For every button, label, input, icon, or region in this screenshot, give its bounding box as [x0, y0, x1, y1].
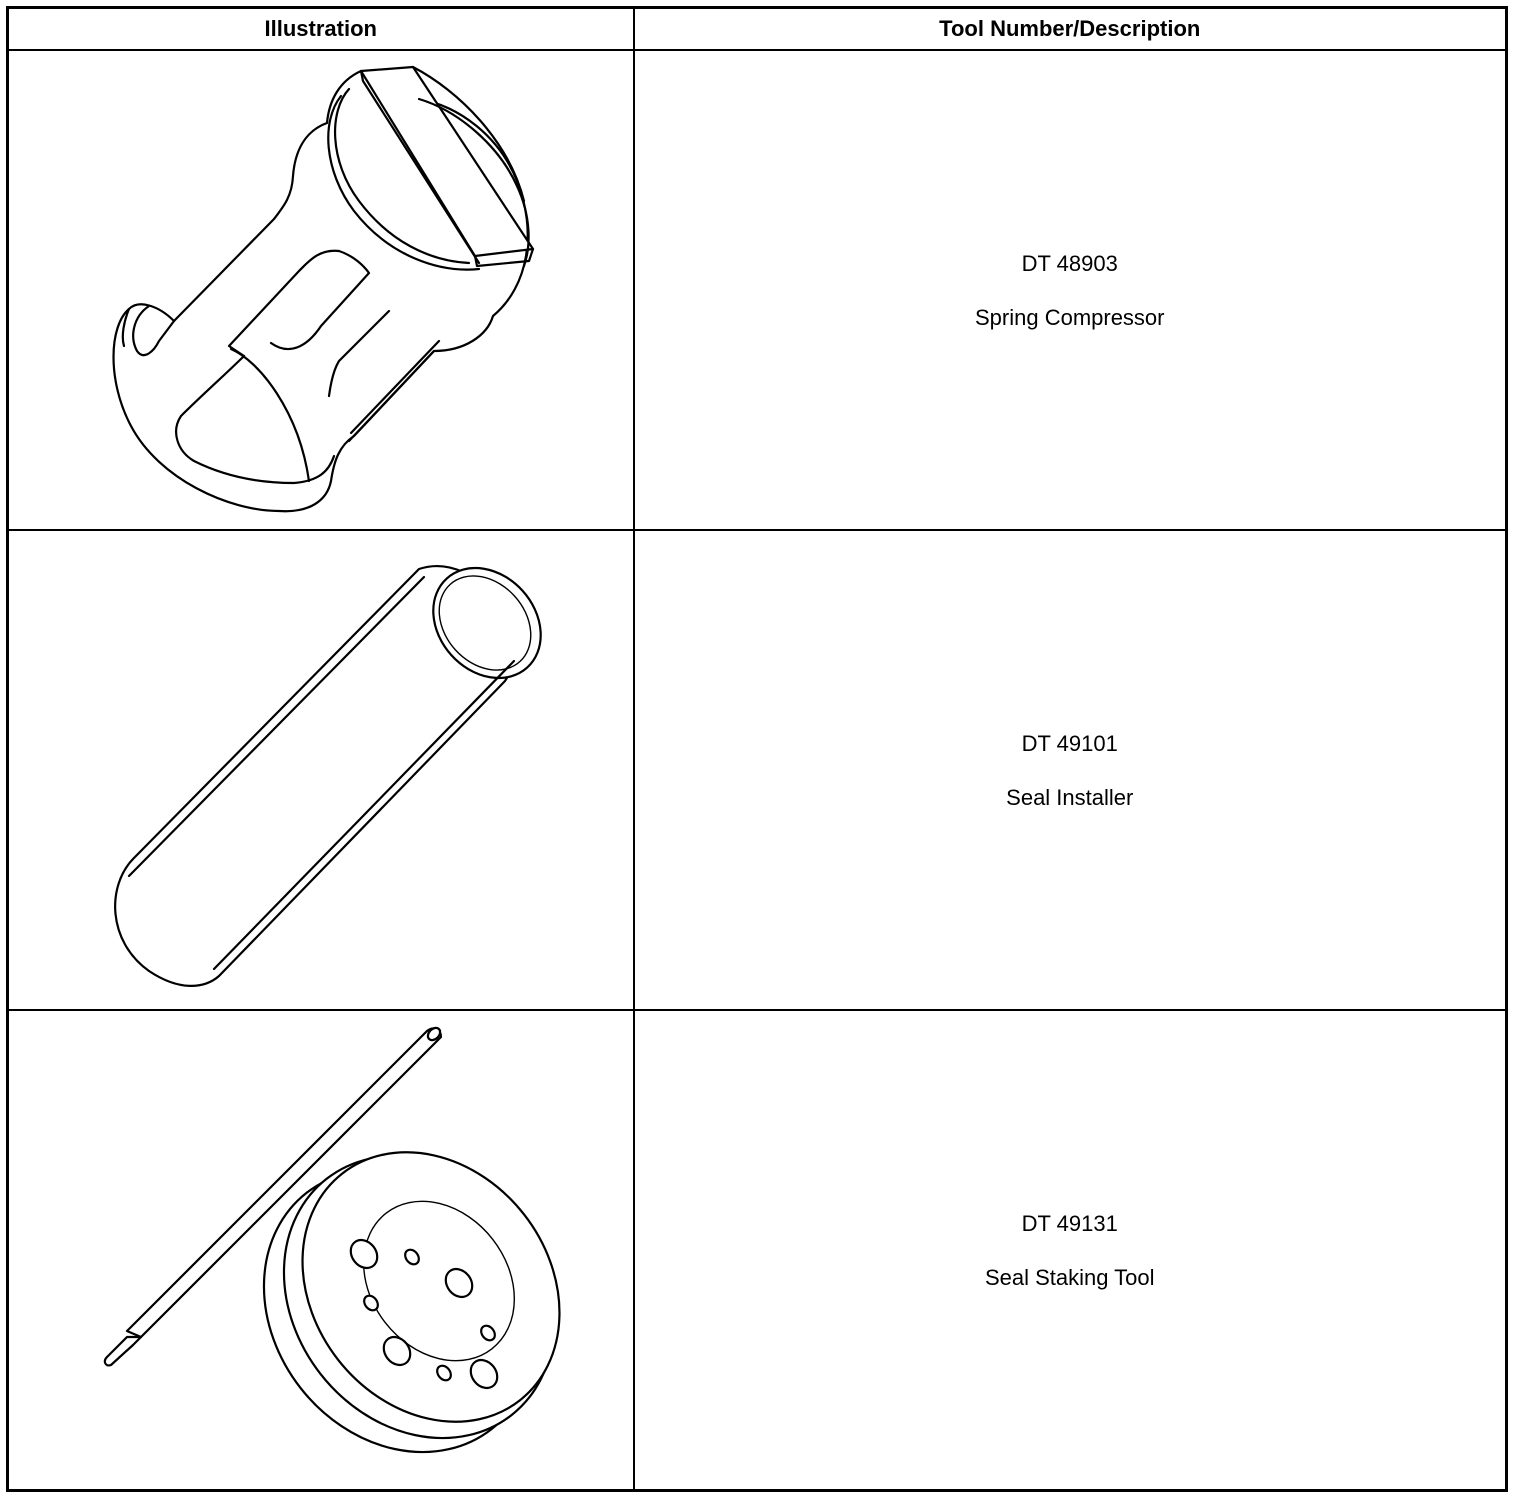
table-row — [8, 1010, 1507, 1491]
tool-description-cell — [634, 50, 1507, 530]
illustration-cell — [8, 530, 634, 1010]
tool-description: Seal Installer — [1006, 785, 1134, 810]
tool-number: DT 49131 — [1021, 1211, 1118, 1236]
header-row — [8, 8, 1507, 51]
tool-description-cell — [634, 1010, 1507, 1491]
illustration-cell — [8, 50, 634, 530]
header-illustration: Illustration — [8, 8, 634, 51]
spring-compressor-drawing — [9, 51, 635, 529]
header-tool-number-description: Tool Number/Description — [634, 8, 1507, 51]
table-row — [8, 530, 1507, 1010]
seal-staking-tool-drawing — [9, 1011, 635, 1489]
tool-description-cell — [634, 530, 1507, 1010]
tool-description: Seal Staking Tool — [984, 1265, 1155, 1290]
seal-installer-drawing — [9, 531, 635, 1009]
tool-description: Spring Compressor — [974, 305, 1165, 330]
illustration-cell — [8, 1010, 634, 1491]
tool-number: DT 49101 — [1021, 731, 1118, 756]
tool-number: DT 48903 — [1021, 251, 1118, 276]
table-row — [8, 50, 1507, 530]
special-tools-table — [6, 6, 1508, 1492]
